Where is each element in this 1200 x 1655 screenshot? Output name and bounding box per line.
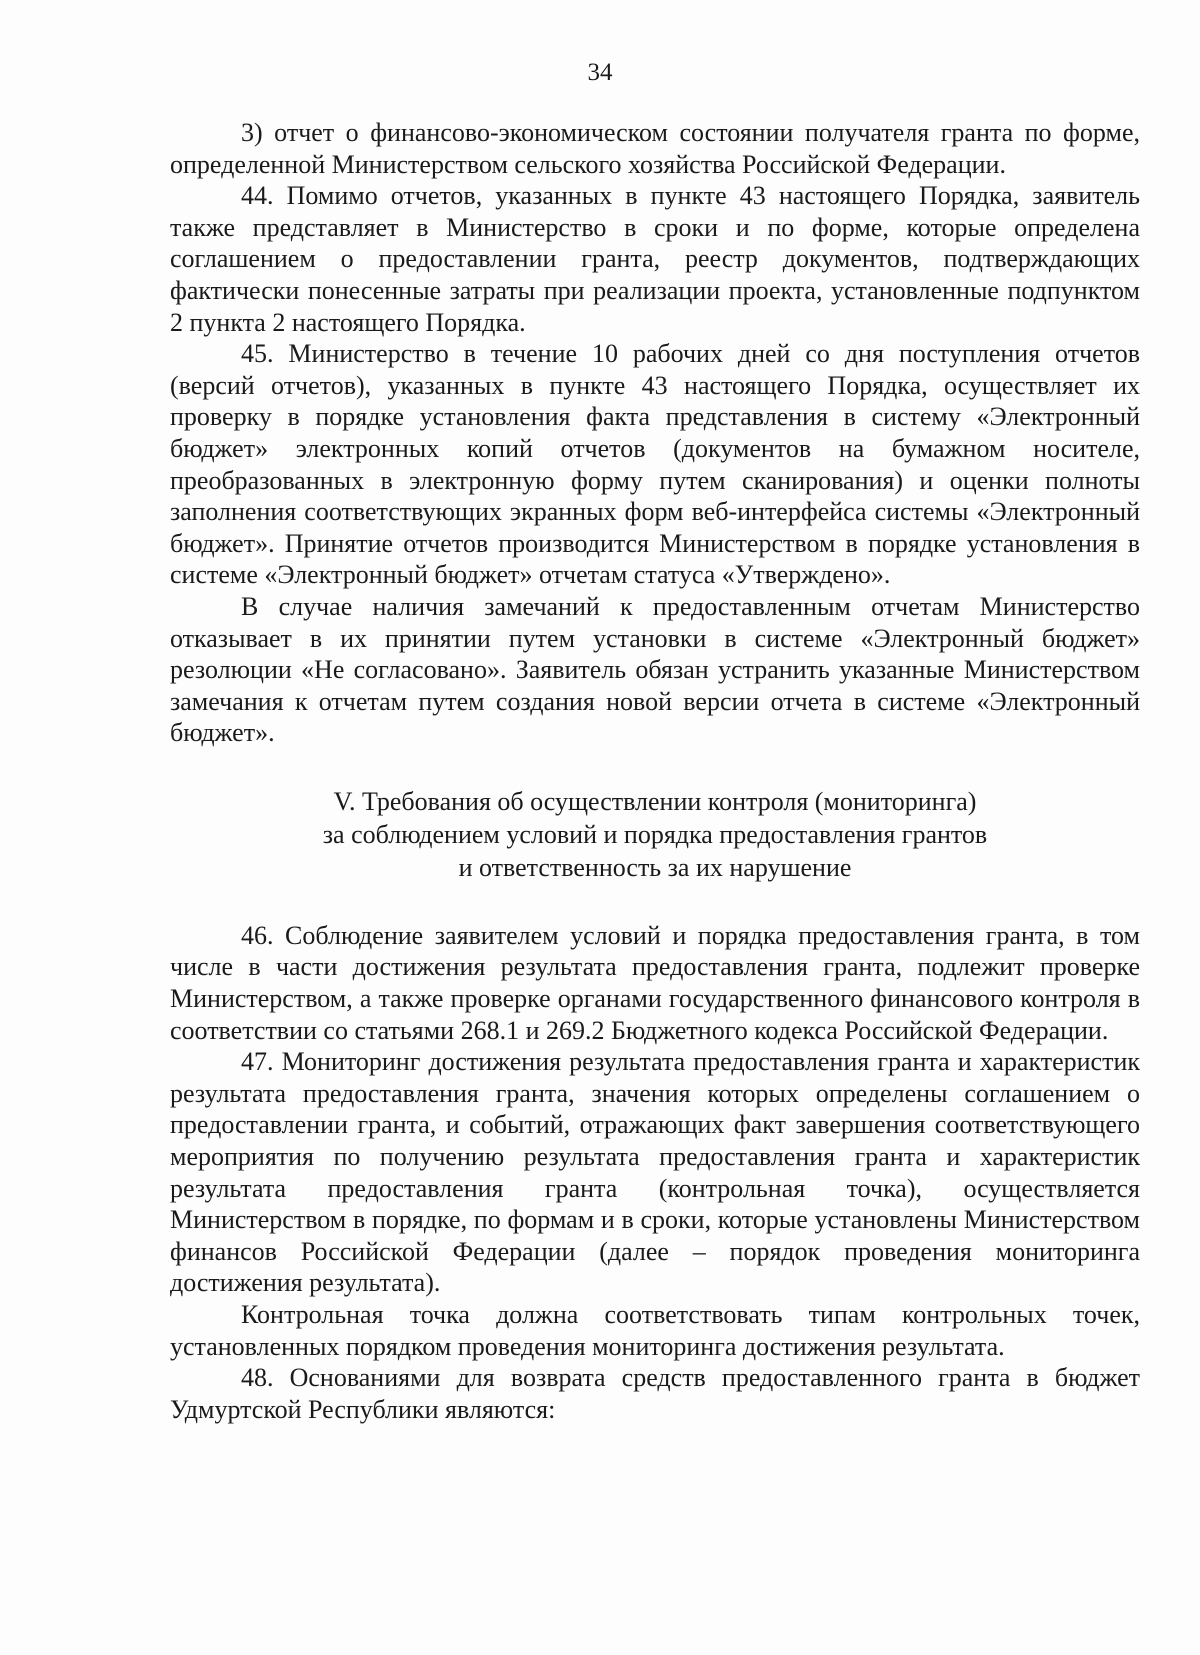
paragraph-44: 44. Помимо отчетов, указанных в пункте 43 настоящего Порядка, заявитель также представляет в Министерство в сроки и по форме, которые определена соглашением о предоставлении гранта, реестр документов, подтверждающих фактически понесенные затраты при реализации проекта, установленные подпунктом 2 пункта 2 настоящего Порядка. [170, 181, 1140, 337]
paragraph-item-3: 3) отчет о финансово-экономическом состоянии получателя гранта по форме, определенной Министерством сельского хозяйства Российской Федерации. [170, 118, 1140, 179]
paragraph-45: 45. Министерство в течение 10 рабочих дней со дня поступления отчетов (версий отчетов), указанных в пункте 43 настоящего Порядка, осуществляет их проверку в порядке установления факта представления в систему «Электронный бюджет» электронных копий отчетов (документов на бумажном носителе, преобразованных в электронную форму путем сканирования) и оценки полноты заполнения соответствующих экранных форм веб-интерфейса системы «Электронный бюджет». Принятие отчетов производится Министерством в порядке установления в системе «Электронный бюджет» отчетам статуса «Утверждено». [170, 339, 1140, 590]
document-body [170, 117, 1140, 1425]
paragraph-48: 48. Основаниями для возврата средств предоставленного гранта в бюджет Удмуртской Республики являются: [170, 1363, 1140, 1424]
section-heading-line-3: и ответственность за их нарушение [458, 852, 852, 882]
section-heading-line-1: V. Требования об осуществлении контроля (мониторинга) [333, 786, 977, 816]
paragraph-46: 46. Соблюдение заявителем условий и порядка предоставления гранта, в том числе в части достижения результата предоставления гранта, подлежит проверке Министерством, а также проверке органами государственного финансового контроля в соответствии со статьями 268.1 и 269.2 Бюджетного кодекса Российской Федерации. [170, 920, 1140, 1045]
paragraph-47: 47. Мониторинг достижения результата предоставления гранта и характеристик результата предоставления гранта, значения которых определены соглашением о предоставлении гранта, и событий, отражающих факт завершения соответствующего мероприятия по получению результата предоставления гранта и характеристик результата предоставления гранта (контрольная точка), осуществляется Министерством в порядке, по формам и в сроки, которые установлены Министерством финансов Российской Федерации (далее – порядок проведения мониторинга достижения результата). [170, 1047, 1140, 1298]
page-number: 34 [587, 59, 613, 86]
section-heading-line-2: за соблюдением условий и порядка предоставления грантов [322, 819, 988, 849]
section-v-heading [170, 785, 1140, 884]
paragraph-45-remarks: В случае наличия замечаний к предоставленным отчетам Министерство отказывает в их принятии путем установки в системе «Электронный бюджет» резолюции «Не согласовано». Заявитель обязан устранить указанные Министерством замечания к отчетам путем создания новой версии отчета в системе «Электронный бюджет». [170, 591, 1140, 748]
paragraph-47-control-point: Контрольная точка должна соответствовать типам контрольных точек, установленных порядком проведения мониторинга достижения результата. [170, 1300, 1140, 1361]
